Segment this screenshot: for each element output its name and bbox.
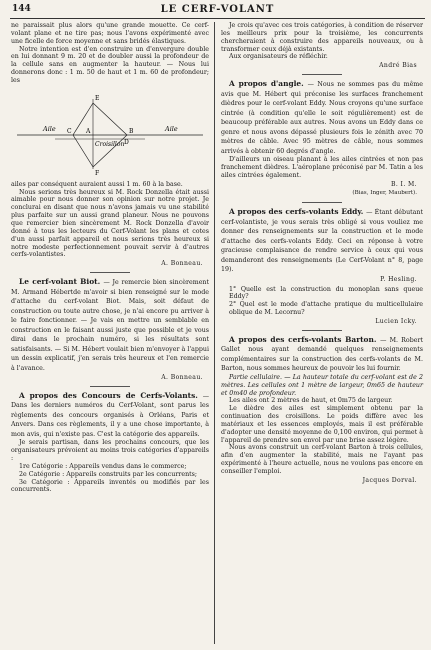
section-title: A propos des cerfs-volants Barton. [229, 334, 377, 344]
section-body: — M. Robert Gallet nous ayant demandé quelques renseignements complémentaires sur la construction des cerfs-volants de M. Barton, nous sommes heureux de pouvoir les lui fournir. [221, 336, 423, 373]
section-biot [11, 278, 209, 373]
signature: Lucien Icky. [375, 318, 417, 325]
left-column [11, 22, 209, 644]
right-column [221, 22, 423, 644]
section-separator [302, 202, 342, 203]
list-item: 3e Catégorie : Appareils inventés ou modifiés par les concurrents. [11, 478, 209, 494]
diagram-label-aile-right: Aile [165, 124, 178, 133]
signature: Jacques Dorval. [362, 476, 417, 484]
section-angle [221, 80, 423, 156]
section-eddy [221, 208, 423, 275]
section-title: A propos des cerfs-volants Eddy. [229, 207, 364, 217]
diagram-edge-fd [93, 135, 127, 167]
diagram-edge-cf [73, 135, 93, 167]
paragraph: Le dièdre des ailes est simplement obtenu par la continuation des croisillons. Le poids diffère avec les matériaux et les essences employés, mais il est préférable d'adopter une densité moyenne de 0,100 environ, qui permet à l'appareil de prendre son envol par une brise assez légère. [221, 405, 423, 444]
diagram-label-aile-left: Aile [43, 124, 56, 133]
list-item: 2e Catégorie : Appareils construits par les concurrents; [19, 470, 198, 478]
signature: P. Hesling. [380, 275, 417, 283]
section-separator [302, 74, 342, 75]
section-body: — Dans les derniers numéros du Cerf-Volant, sont parus les règlements des concours organisés à Orléans, Paris et Anvers. Dans ces règlements, il y a une chose importante, à mon avis, qui n'existe pas. C'est la catégorie des appareils. [11, 392, 209, 438]
diagram-label-c: C [67, 127, 72, 135]
section-separator [302, 330, 342, 331]
list-item: 1re Catégorie : Appareils vendus dans le commerce; [19, 462, 187, 470]
section-title: A propos d'angle. [229, 79, 304, 89]
page-number: 144 [12, 4, 31, 14]
section-barton [221, 336, 423, 374]
section-concours [11, 392, 209, 440]
section-title: A propos des Concours de Cerfs-Volants. [19, 390, 198, 400]
paragraph: Aux organisateurs de réfléchir. [229, 53, 328, 61]
paragraph: Je crois qu'avec ces trois catégories, à condition de réserver les meilleurs prix pour la troisième, les concurrents chercheraient à construire des appareils nouveaux, ou à transformer ceux déjà existants. [221, 22, 423, 53]
question-item: 2° Quel est le mode d'attache pratique du multicellulaire oblique de M. Lecornu? [229, 301, 423, 317]
signature: André Bias [379, 62, 417, 70]
diagram-label-d: D [124, 138, 129, 146]
diagram-label-croisillon: Croisillon [95, 140, 125, 148]
paragraph: ailes par conséquent auraient aussi 1 m. 60 à la base. [11, 180, 183, 188]
column-divider [214, 22, 215, 644]
paragraph: Partie cellulaire. — La hauteur totale du cerf-volant est de 2 mètres. Les cellules ont 1 mètre de largeur, 0m65 de hauteur et 0m40 de profondeur. [221, 373, 423, 397]
question-item: 1° Quelle est la construction du monoplan sans queue Eddy? [229, 285, 423, 301]
section-body: — Nous ne sommes pas du même avis que M. Hébert qui préconise les surfaces franchement dièdres pour le cerf-volant Eddy. Nous croyons qu'une surface cintrée (à condition qu'elle le soit régulièrement) est de beaucoup préférable aux autres. Nous avons un Eddy dans ce genre et nous avons dépassé plusieurs fois le zénith avec 70 mètres de câble. Avec 95 mètres de câble, nous sommes arrivés à obtenir 60 degrés d'angle. [221, 81, 423, 155]
paragraph: D'ailleurs un oiseau planant à les ailes cintrées et non pas franchement dièdres. L'aéroplane préconisé par M. Tatin a les ailes cintrées également. [221, 156, 423, 179]
diagram-edge-ed [93, 103, 127, 135]
section-separator [90, 386, 130, 387]
signature: A. Bonneau. [161, 374, 203, 382]
signature: B. I. M. [390, 180, 417, 188]
kite-diagram-svg [15, 89, 205, 177]
signature: A. Bonneau. [161, 260, 203, 268]
paragraph: Nous serions très heureux si M. Rock Donzella était aussi aimable pour nous donner son opinion sur notre projet. Je conclurai en disant que nous n'avons jamais vu une stabilité plus parfaite sur un aussi grand planeur. Nous ne pouvons que remercier bien sincèrement M. Rock Donzella d'avoir donné à tous les lecteurs du Cerf-Volant les plans et cotes d'un aussi parfait appareil et nous serions très heureux si notre modeste perfectionnement pouvait servir à d'autres cerfs-volantistes. [11, 188, 209, 259]
diagram-label-b: B [129, 127, 134, 135]
diagram-label-f: F [95, 169, 100, 177]
section-body: — Je remercie bien sincèrement M. Armand Hébertde m'avoir si bien renseigné sur le mode d'attache du cerf-volant Biot. Mais, soit défaut de construction ou toute autre chose, je n'ai encore pu arriver à le faire fonctionner. — Je vais en mettre un semblable en construction en le faisant aussi juste que possible et je vous dirai dans le prochain numéro, si les résultats sont satisfaisants. — Si M. Hébert voulait bien m'envoyer à l'appui un dessin explicatif, j'en serais très heureux et l'en remercie à l'avance. [11, 279, 210, 372]
paragraph: Notre intention est d'en construire un d'envergure double en lui donnant 9 m. 20 et de doubler aussi la profondeur de la cellule sans en augmenter la hauteur. — Nous lui donnerons donc : 1 m. 50 de haut et 1 m. 60 de profondeur; les [11, 45, 209, 84]
section-body: — Étant débutant cerf-volantiste, je vous serais très obligé si vous vouliez me donner des renseignements sur la construction et le mode d'attache des cerfs-volants Eddy. Ceci en réponse à votre gracieuse complaisance de rendre service à ceux qui vous demanderont des renseignements (Le Cerf-Volant n° 8, page 19). [221, 209, 423, 274]
paragraph: ne paraissait plus alors qu'une grande mouette. Ce cerf-volant plane et ne tire pas; nous l'avons expérimenté avec une ficelle de force moyenne et sans bridés élastiques. [11, 22, 209, 45]
signature-names: (Bias, Inger, Maubert). [352, 190, 417, 197]
section-title: Le cerf-volant Biot. [19, 277, 101, 287]
section-separator [90, 272, 130, 273]
diagram-label-e: E [95, 94, 100, 102]
diagram-label-a: A [86, 127, 91, 135]
page-header [10, 2, 425, 19]
kite-diagram [11, 89, 209, 177]
page-title: LE CERF-VOLANT [160, 4, 275, 15]
paragraph: Nous avons construit un cerf-volant Barton à trois cellules, afin d'en augmenter la stabilité, mais ne l'ayant pas expérimenté à l'heure actuelle, nous ne voulons pas encore en conseiller l'emploi. [221, 444, 423, 475]
paragraph: Les ailes ont 2 mètres de haut, et 0m75 de largeur. [229, 397, 393, 405]
paragraph: Je serais partisan, dans les prochains concours, que les organisateurs prévoient au moins trois catégories d'appareils : [11, 439, 209, 463]
